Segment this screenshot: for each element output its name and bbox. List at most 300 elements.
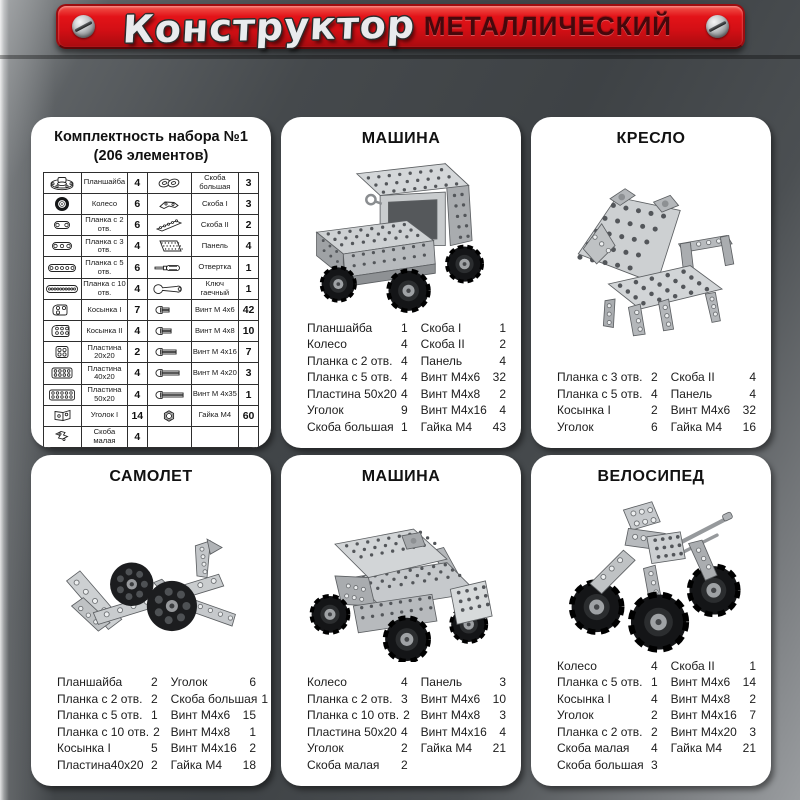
kit-title: [43, 128, 259, 166]
buggy-illustration: [281, 486, 521, 674]
part-row: [171, 674, 256, 691]
part-name: Гайка М4: [191, 405, 239, 426]
part-name: Винт М 4х35: [191, 384, 239, 405]
part-qty: 4: [127, 321, 147, 342]
strip-5-icon: [44, 257, 82, 278]
part-row: [421, 419, 506, 436]
part-qty: 1: [239, 278, 259, 299]
kit-table-row: [44, 193, 259, 214]
part-name: Винт М 4х8: [191, 321, 239, 342]
part-row: [171, 707, 256, 724]
part-name: Пластина 50х20: [307, 386, 397, 401]
part-name: Косынка I: [57, 741, 111, 755]
part-name: Скоба I: [420, 320, 462, 335]
part-qty: 21: [742, 741, 756, 755]
part-qty: 15: [242, 708, 256, 722]
part-row: [57, 674, 158, 691]
part-row: [421, 320, 506, 337]
plane-illustration: [31, 486, 271, 674]
part-row: [307, 336, 408, 353]
part-row: [671, 658, 756, 675]
part-qty: 1: [400, 419, 408, 434]
part-qty: 7: [239, 342, 259, 363]
card-model-car-2: [281, 455, 521, 786]
part-qty: 4: [127, 426, 147, 447]
part-qty: 3: [239, 172, 259, 193]
part-row: [557, 402, 658, 419]
card-model-plane: [31, 455, 271, 786]
part-qty: 43: [492, 419, 506, 434]
part-qty: 21: [492, 741, 506, 755]
part-name: Планка с 2 отв.: [307, 691, 393, 706]
plate-40-icon: [44, 363, 82, 384]
part-name: Планка с 2 отв.: [557, 724, 643, 739]
flange-icon: [44, 172, 82, 193]
part-name: Планшайба: [307, 320, 373, 335]
part-name: Уголок: [557, 708, 594, 722]
part-qty: 6: [650, 419, 658, 434]
part-name: Косынка II: [81, 321, 127, 342]
cards-grid: [31, 117, 771, 786]
part-row: [557, 658, 658, 675]
part-name: Винт М4х20: [670, 724, 737, 739]
gusset-1-icon: [44, 299, 82, 320]
part-qty: 4: [127, 278, 147, 299]
part-qty: 4: [400, 675, 408, 689]
screw-icon: [706, 15, 729, 38]
part-qty: 10: [492, 691, 506, 706]
part-qty: 9: [400, 403, 408, 417]
part-name: Винт М4х6: [420, 691, 481, 706]
part-name: Пластина 50х20: [307, 724, 397, 739]
parts-column-right: [170, 674, 269, 773]
page-fold-shadow: [0, 55, 800, 59]
part-qty: 3: [499, 675, 506, 689]
part-qty: 42: [239, 299, 259, 320]
header-banner: [56, 1, 745, 52]
part-row: [671, 691, 756, 708]
part-row: [57, 724, 158, 741]
part-row: [421, 674, 506, 691]
part-qty: 2: [749, 691, 756, 706]
part-row: [671, 386, 756, 403]
part-qty: 2: [249, 741, 256, 755]
part-row: [557, 386, 658, 403]
part-row: [557, 707, 658, 724]
gusset-2-icon: [44, 321, 82, 342]
part-qty: 1: [261, 691, 269, 706]
part-row: [671, 402, 756, 419]
part-row: [171, 724, 256, 741]
kit-table-row: [44, 363, 259, 384]
kit-title-line1: Комплектность набора №1: [54, 129, 248, 145]
part-row: [421, 740, 506, 757]
part-qty: 4: [650, 658, 658, 673]
part-row: [421, 369, 506, 386]
part-name: Уголок: [307, 741, 344, 755]
clamp-big-icon: [147, 172, 191, 193]
kit-table-row: [44, 405, 259, 426]
part-row: [421, 336, 506, 353]
part-name: Пластина40х20: [57, 757, 144, 772]
screw-icon: [72, 15, 95, 38]
part-qty: 2: [499, 337, 506, 351]
part-name: Скоба малая: [81, 426, 127, 447]
part-qty: 2: [150, 757, 158, 772]
parts-column-left: [307, 320, 408, 436]
part-name: Гайка М4: [420, 741, 473, 755]
screw-6-icon: [147, 299, 191, 320]
part-qty: 4: [650, 741, 658, 755]
part-row: [307, 402, 408, 419]
part-qty: 3: [400, 691, 408, 706]
part-name: Гайка М4: [670, 419, 723, 434]
part-row: [307, 740, 408, 757]
part-name: Скоба II: [670, 658, 715, 673]
model-parts-list: [531, 369, 771, 448]
model-parts-list: [281, 320, 521, 449]
part-row: [671, 419, 756, 436]
part-qty: 2: [127, 342, 147, 363]
part-qty: 2: [650, 708, 658, 722]
wheel-icon: [44, 193, 82, 214]
kit-table-row: [44, 342, 259, 363]
part-name: Уголок: [557, 419, 594, 434]
part-name: Планка с 5 отв.: [81, 257, 127, 278]
part-qty: 3: [239, 363, 259, 384]
part-qty: 2: [650, 724, 658, 739]
part-qty: 1: [239, 384, 259, 405]
part-qty: 2: [499, 386, 506, 401]
part-qty: 1: [239, 257, 259, 278]
part-row: [170, 691, 269, 708]
part-name: Скоба большая: [191, 172, 239, 193]
part-qty: 2: [150, 691, 158, 706]
part-qty: 4: [127, 384, 147, 405]
part-row: [307, 674, 408, 691]
part-qty: 1: [400, 320, 408, 335]
part-row: [307, 386, 408, 403]
part-row: [421, 691, 506, 708]
part-name: Планка с 10 отв.: [81, 278, 127, 299]
kit-title-line2: (206 элементов): [93, 147, 209, 164]
kit-table-row: [44, 278, 259, 299]
kit-table-row: [44, 257, 259, 278]
part-name: Винт М 4х6: [191, 299, 239, 320]
part-qty: 4: [650, 691, 658, 706]
plate-20-icon: [44, 342, 82, 363]
empty-cell: [147, 426, 191, 447]
part-row: [57, 691, 158, 708]
kit-table-row: [44, 299, 259, 320]
part-row: [671, 674, 756, 691]
part-qty: 3: [499, 708, 506, 722]
part-qty: 2: [239, 215, 259, 236]
part-name: Винт М 4х16: [191, 342, 239, 363]
part-qty: 1: [150, 708, 158, 722]
part-qty: 3: [650, 757, 658, 772]
part-name: Панель: [670, 386, 713, 401]
part-qty: 6: [127, 193, 147, 214]
part-name: Винт М4х8: [170, 724, 231, 739]
screw-16-icon: [147, 342, 191, 363]
part-name: Уголок: [307, 403, 344, 417]
kit-table-row: [44, 215, 259, 236]
kit-table-row: [44, 172, 259, 193]
chair-illustration: [531, 148, 771, 369]
part-qty: 4: [400, 370, 408, 384]
parts-column-left: [557, 369, 658, 435]
part-name: Панель: [420, 675, 463, 689]
part-qty: 7: [749, 708, 756, 722]
part-qty: 7: [127, 299, 147, 320]
part-name: Планка с 3 отв.: [557, 370, 643, 384]
part-row: [557, 691, 658, 708]
part-name: Винт М4х16: [170, 741, 237, 755]
part-name: Планка с 3 отв.: [81, 236, 127, 257]
part-qty: 2: [650, 370, 658, 384]
part-name: Планка с 5 отв.: [57, 708, 143, 722]
part-name: Планка с 5 отв.: [557, 386, 643, 401]
part-row: [557, 757, 658, 774]
part-name: Винт М4х6: [170, 708, 231, 722]
card-model-car-1: [281, 117, 521, 448]
part-name: Планка с 5 отв.: [557, 675, 643, 689]
part-name: Отвертка: [191, 257, 239, 278]
part-name: Винт М4х8: [420, 708, 481, 722]
part-name: Гайка М4: [420, 419, 473, 434]
part-qty: 4: [400, 353, 408, 368]
part-row: [57, 757, 158, 774]
part-name: Планка с 5 отв.: [307, 370, 393, 384]
screw-35-icon: [147, 384, 191, 405]
part-name: Винт М 4х20: [191, 363, 239, 384]
kit-parts-table: [43, 172, 259, 448]
part-row: [171, 740, 256, 757]
part-name: Уголок: [170, 675, 208, 689]
part-name: Колесо: [557, 658, 597, 673]
part-qty: 6: [249, 675, 256, 689]
panel-icon: [147, 236, 191, 257]
part-name: Скоба II: [420, 337, 465, 351]
parts-column-right: [671, 658, 756, 774]
part-qty: 6: [127, 257, 147, 278]
part-name: Уголок I: [81, 405, 127, 426]
strip-2-icon: [44, 215, 82, 236]
part-qty: 4: [127, 363, 147, 384]
kit-table-row: [44, 426, 259, 447]
part-qty: 32: [492, 370, 506, 384]
part-name: Панель: [420, 353, 463, 368]
part-name: Косынка I: [81, 299, 127, 320]
plate-50-icon: [44, 384, 82, 405]
part-name: Скоба II: [670, 370, 715, 384]
part-qty: 1: [249, 724, 256, 739]
part-row: [421, 353, 506, 370]
card-model-bike: [531, 455, 771, 786]
part-name: Планка с 2 отв.: [81, 215, 127, 236]
part-qty: 4: [749, 370, 756, 384]
part-row: [57, 740, 158, 757]
part-qty: 2: [400, 741, 408, 755]
part-qty: 4: [127, 172, 147, 193]
part-name: Планка с 2 отв.: [307, 353, 393, 368]
part-qty: 2: [400, 757, 408, 772]
part-name: Скоба малая: [557, 741, 630, 755]
part-qty: 2: [153, 724, 160, 739]
part-qty: 60: [239, 405, 259, 426]
part-row: [307, 757, 408, 774]
model-title: ВЕЛОСИПЕД: [597, 468, 705, 485]
strip-3-icon: [44, 236, 82, 257]
part-row: [671, 740, 756, 757]
parts-column-left: [57, 674, 158, 773]
part-qty: 4: [239, 236, 259, 257]
model-parts-list: [531, 658, 771, 787]
part-name: Пластина 20х20: [81, 342, 127, 363]
part-name: Гайка М4: [670, 741, 723, 755]
model-title: КРЕСЛО: [616, 130, 686, 147]
model-title: САМОЛЕТ: [109, 468, 193, 485]
wrench-icon: [147, 278, 191, 299]
part-name: Колесо: [307, 337, 347, 351]
part-qty: 4: [499, 353, 506, 368]
part-qty: 16: [742, 419, 756, 434]
part-row: [307, 724, 408, 741]
part-qty: 1: [499, 320, 506, 335]
part-row: [307, 419, 408, 436]
part-name: Планка с 10 отв.: [307, 708, 400, 722]
part-qty: 5: [150, 741, 158, 755]
part-row: [307, 320, 408, 337]
part-name: Колесо: [81, 193, 127, 214]
part-qty: 18: [242, 757, 256, 772]
part-row: [557, 419, 658, 436]
part-qty: 1: [749, 658, 756, 673]
truck-illustration: [281, 148, 521, 320]
card-model-chair: [531, 117, 771, 448]
part-qty: 32: [742, 403, 756, 417]
part-qty: 2: [403, 708, 410, 722]
part-qty: 4: [400, 337, 408, 351]
part-name: Ключ гаечный: [191, 278, 239, 299]
part-name: Винт М4х16: [670, 708, 737, 722]
part-qty: 4: [650, 386, 658, 401]
part-qty: 4: [127, 236, 147, 257]
kit-table-row: [44, 384, 259, 405]
clamp-1-icon: [147, 193, 191, 214]
part-name: Скоба большая: [557, 757, 644, 772]
part-qty: 4: [400, 724, 408, 739]
kit-table-row: [44, 236, 259, 257]
nut-icon: [147, 405, 191, 426]
part-name: Пластина 40х20: [81, 363, 127, 384]
part-name: Гайка М4: [170, 757, 223, 772]
part-qty: 6: [127, 215, 147, 236]
part-name: Винт М4х6: [420, 370, 481, 384]
part-row: [307, 691, 408, 708]
part-name: Винт М4х6: [670, 675, 731, 689]
part-name: Планшайба: [81, 172, 127, 193]
part-row: [421, 724, 506, 741]
part-name: Винт М4х6: [670, 403, 731, 417]
bike-illustration: [531, 486, 771, 658]
part-name: Скоба II: [191, 215, 239, 236]
part-row: [421, 402, 506, 419]
part-name: [191, 426, 239, 447]
kit-table-row: [44, 321, 259, 342]
header-subtitle: МЕТАЛЛИЧЕСКИЙ: [423, 11, 672, 41]
screwdriver-icon: [147, 257, 191, 278]
part-qty: 3: [239, 193, 259, 214]
part-name: Планка с 2 отв.: [57, 691, 143, 706]
part-qty: 4: [400, 386, 408, 401]
part-name: Скоба большая: [307, 419, 394, 434]
part-row: [671, 369, 756, 386]
part-name: Панель: [191, 236, 239, 257]
part-qty: 10: [239, 321, 259, 342]
part-qty: 2: [150, 675, 158, 689]
clamp-2-icon: [147, 215, 191, 236]
model-title: МАШИНА: [361, 130, 441, 147]
part-name: Винт М4х16: [420, 403, 487, 417]
part-row: [307, 707, 408, 724]
part-qty: 14: [127, 405, 147, 426]
part-name: Скоба малая: [307, 757, 380, 772]
part-name: Винт М4х16: [420, 724, 487, 739]
part-row: [421, 386, 506, 403]
part-name: Колесо: [307, 675, 347, 689]
model-parts-list: [31, 674, 271, 786]
part-qty: 3: [749, 724, 756, 739]
screw-20-icon: [147, 363, 191, 384]
part-row: [171, 757, 256, 774]
brand-logo: Конструктор: [121, 1, 417, 52]
part-name: Косынка I: [557, 691, 611, 706]
parts-column-left: [307, 674, 408, 773]
part-qty: 14: [742, 675, 756, 689]
part-row: [557, 674, 658, 691]
model-title: МАШИНА: [361, 468, 441, 485]
parts-column-right: [671, 369, 756, 435]
part-name: Винт М4х8: [670, 691, 731, 706]
strip-10-icon: [44, 278, 82, 299]
parts-column-left: [557, 658, 658, 774]
part-name: Планка с 10 отв.: [57, 724, 150, 739]
angle-icon: [44, 405, 82, 426]
parts-column-right: [421, 674, 506, 773]
part-name: Скоба большая: [170, 691, 258, 706]
part-row: [421, 707, 506, 724]
parts-column-right: [421, 320, 506, 436]
part-name: Скоба I: [191, 193, 239, 214]
part-qty: 4: [499, 403, 506, 417]
part-row: [307, 369, 408, 386]
clamp-small-icon: [44, 426, 82, 447]
part-name: Пластина 50х20: [81, 384, 127, 405]
part-row: [557, 369, 658, 386]
model-parts-list: [281, 674, 521, 786]
part-row: [671, 707, 756, 724]
part-row: [307, 353, 408, 370]
part-qty: 4: [499, 724, 506, 739]
card-kit-contents: [31, 117, 271, 448]
part-qty: 4: [749, 386, 756, 401]
part-name: Косынка I: [557, 403, 611, 417]
part-name: Планшайба: [57, 675, 123, 689]
screw-8-icon: [147, 321, 191, 342]
part-qty: [239, 426, 259, 447]
